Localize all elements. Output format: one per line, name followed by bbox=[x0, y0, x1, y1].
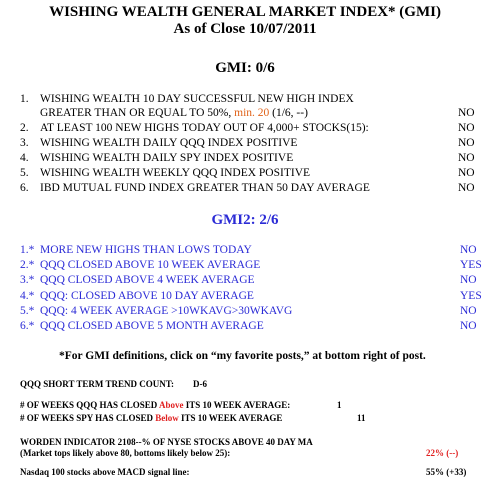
weeks-qqq-post: ITS 10 WEEK AVERAGE: bbox=[185, 400, 291, 410]
page-title: WISHING WEALTH GENERAL MARKET INDEX* (GMI) bbox=[49, 4, 441, 20]
gmi2-item-1-num: 1.* bbox=[20, 244, 35, 256]
trend-count-value: D-6 bbox=[193, 379, 207, 389]
gmi-item-4-value: NO bbox=[458, 152, 475, 164]
gmi-item-1-value: NO bbox=[458, 107, 475, 119]
gmi-item-4-text: WISHING WEALTH DAILY SPY INDEX POSITIVE bbox=[40, 152, 294, 164]
gmi2-heading: GMI2: 2/6 bbox=[211, 212, 279, 228]
worden-value: 22% (--) bbox=[426, 448, 459, 458]
gmi2-item-2-value: YES bbox=[460, 259, 482, 271]
gmi-item-3-text: WISHING WEALTH DAILY QQQ INDEX POSITIVE bbox=[40, 137, 298, 149]
nasdaq-macd-percent: 55% bbox=[426, 467, 444, 477]
weeks-spy-post: ITS 10 WEEK AVERAGE bbox=[180, 413, 283, 423]
gmi-item-2-num: 2. bbox=[20, 122, 29, 134]
gmi2-item-3-num: 3.* bbox=[20, 274, 35, 286]
gmi-item-1-min: min. 20 bbox=[234, 107, 270, 119]
gmi-item-5-value: NO bbox=[458, 167, 475, 179]
weeks-qqq-pre: # OF WEEKS QQQ HAS CLOSED bbox=[20, 400, 158, 410]
gmi2-item-5-value: NO bbox=[460, 305, 477, 317]
gmi2-item-4-num: 4.* bbox=[20, 290, 35, 302]
gmi-item-6-text: IBD MUTUAL FUND INDEX GREATER THAN 50 DAY AVERAGE bbox=[40, 182, 370, 194]
gmi-item-5-num: 5. bbox=[20, 167, 29, 179]
definitions-note: *For GMI definitions, click on “my favorite posts,” at bottom right of post. bbox=[59, 350, 426, 362]
weeks-spy-line bbox=[20, 413, 282, 423]
weeks-qqq-line bbox=[20, 400, 290, 410]
gmi2-item-4-text: QQQ: CLOSED ABOVE 10 DAY AVERAGE bbox=[40, 290, 254, 302]
gmi2-item-5-text: QQQ: 4 WEEK AVERAGE >10WKAVG>30WKAVG bbox=[40, 305, 293, 317]
weeks-qqq-above: Above bbox=[159, 400, 184, 410]
weeks-spy-value: 11 bbox=[357, 413, 366, 423]
gmi-item-2-value: NO bbox=[458, 122, 475, 134]
gmi-heading: GMI: 0/6 bbox=[215, 60, 275, 76]
gmi-item-6-value: NO bbox=[458, 182, 475, 194]
worden-line2: (Market tops likely above 80, bottoms likely below 25): bbox=[20, 448, 231, 458]
gmi2-item-1-text: MORE NEW HIGHS THAN LOWS TODAY bbox=[40, 244, 252, 256]
weeks-spy-below: Below bbox=[155, 413, 179, 423]
gmi-item-1-line2 bbox=[40, 107, 308, 119]
weeks-qqq-value: 1 bbox=[337, 400, 342, 410]
gmi2-item-6-num: 6.* bbox=[20, 320, 35, 332]
page-subtitle: As of Close 10/07/2011 bbox=[173, 21, 317, 37]
gmi-item-2-text: AT LEAST 100 NEW HIGHS TODAY OUT OF 4,000+ STOCKS(15): bbox=[40, 122, 369, 134]
gmi2-item-3-value: NO bbox=[460, 274, 477, 286]
gmi-item-4-num: 4. bbox=[20, 152, 29, 164]
trend-count-label: QQQ SHORT TERM TREND COUNT: bbox=[20, 379, 175, 389]
nasdaq-macd-label: Nasdaq 100 stocks above MACD signal line: bbox=[20, 467, 190, 477]
gmi-item-3-num: 3. bbox=[20, 137, 29, 149]
gmi2-item-4-value: YES bbox=[460, 290, 482, 302]
gmi2-item-6-value: NO bbox=[460, 320, 477, 332]
weeks-spy-pre: # OF WEEKS SPY HAS CLOSED bbox=[20, 413, 153, 423]
worden-line1: WORDEN INDICATOR 2108--% OF NYSE STOCKS ABOVE 40 DAY MA bbox=[20, 437, 313, 447]
gmi-item-1-line2-post: (1/6, --) bbox=[272, 107, 308, 119]
gmi2-item-6-text: QQQ CLOSED ABOVE 5 MONTH AVERAGE bbox=[40, 320, 264, 332]
gmi2-item-3-text: QQQ CLOSED ABOVE 4 WEEK AVERAGE bbox=[40, 274, 255, 286]
gmi2-item-5-num: 5.* bbox=[20, 305, 35, 317]
nasdaq-macd-value bbox=[426, 467, 466, 477]
gmi2-item-2-text: QQQ CLOSED ABOVE 10 WEEK AVERAGE bbox=[40, 259, 261, 271]
gmi-item-5-text: WISHING WEALTH WEEKLY QQQ INDEX POSITIVE bbox=[40, 167, 311, 179]
gmi-item-1-num: 1. bbox=[20, 93, 29, 105]
gmi2-item-2-num: 2.* bbox=[20, 259, 35, 271]
gmi-item-1-line1: WISHING WEALTH 10 DAY SUCCESSFUL NEW HIGH INDEX bbox=[40, 93, 354, 105]
gmi-item-3-value: NO bbox=[458, 137, 475, 149]
gmi2-item-1-value: NO bbox=[460, 244, 477, 256]
nasdaq-macd-change: (+33) bbox=[446, 467, 467, 477]
gmi-item-6-num: 6. bbox=[20, 182, 29, 194]
gmi-item-1-line2-pre: GREATER THAN OR EQUAL TO 50%, bbox=[40, 107, 232, 119]
